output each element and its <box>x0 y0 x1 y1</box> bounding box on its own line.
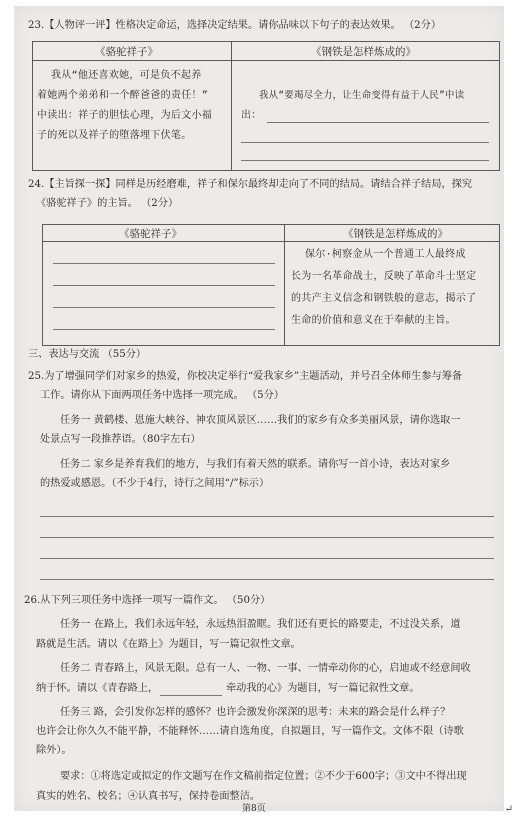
q24-prompt-2: 《骆驼祥子》的主旨。 （2分） <box>36 198 179 209</box>
q24-col1-header: 《骆驼祥子》 <box>119 228 182 240</box>
q26-prompt: 26.从下列三项任务中选择一项写一篇作文。 （50分） <box>24 595 271 606</box>
answer-line <box>241 142 489 143</box>
q26-task2-line2a: 纳于怀。请以《青春路上， <box>36 683 159 694</box>
q23-col1-line: 我从“他还喜欢她，可是负不起养 <box>51 70 202 81</box>
q23-prompt: 23.【人物评一评】性格决定命运，选择决定结果。请你品味以下句子的表达效果。 （2分） <box>28 20 442 31</box>
q26-task2-line2b: 牵动我的心》为题目，写一篇记叙性文章。 <box>226 683 420 694</box>
q24-col2-line: 生命的价值和意义在于奉献的主旨。 <box>291 315 456 326</box>
q23-header-rule <box>33 60 499 61</box>
q23-col1-line: 中读出：祥子的胆怯心理，为后文小福 <box>37 110 213 121</box>
answer-line <box>267 122 489 123</box>
q25-prompt-1: 25.为了增强同学们对家乡的热爱，你校决定举行“爱我家乡”主题活动，并号召全体师生参与筹备 <box>28 371 463 382</box>
q26-task3-line1: 任务三 路，会引发你怎样的感怀？也许会激发你深深的思考：未来的路会是什么样子？ <box>60 707 451 718</box>
q23-table <box>32 41 500 171</box>
q26-task1-line2: 路就是生活。请以《在路上》为题目，写一篇记叙性文章。 <box>36 639 301 650</box>
q23-divider <box>231 42 232 170</box>
q26-task3-line2: 也许会让你久久不能平静，不能释怀……请自选角度，自拟题目，写一篇作文。文体不限（诗歌 <box>36 726 464 737</box>
q24-table <box>42 224 500 346</box>
page-number: 第8页 <box>242 804 266 814</box>
q23-col2-line: 我从“要竭尽全力，让生命变得有益于人民”中读 <box>259 90 465 101</box>
q24-col2-line: 保尔·柯察金从一个普通工人最终成 <box>305 249 466 260</box>
q25-task2-line1: 任务二 家乡是养育我们的地方，与我们有着天然的联系。请你写一首小诗，表达对家乡 <box>60 459 451 470</box>
answer-line <box>53 329 275 330</box>
answer-line <box>241 160 489 161</box>
q24-col2-header: 《钢铁是怎样炼成的》 <box>343 228 448 240</box>
q25-prompt-2: 工作。请你从下面两项任务中选择一项完成。 （5分） <box>40 390 285 401</box>
q23-col2-header: 《钢铁是怎样炼成的》 <box>311 46 416 58</box>
q24-col2-line: 的共产主义信念和钢铁般的意志，揭示了 <box>291 293 477 304</box>
q23-col1-line: 着她两个弟弟和一个醉爸爸的责任！” <box>37 90 209 101</box>
q24-divider <box>284 225 285 345</box>
q23-col1-header: 《骆驼祥子》 <box>95 46 158 58</box>
q23-col1-line: 子的死以及祥子的堕落埋下伏笔。 <box>37 130 192 141</box>
q24-col2-line: 长为一名革命战士，反映了革命斗士坚定 <box>291 271 477 282</box>
section-3-heading: 三、表达与交流 （55分） <box>28 349 147 360</box>
q25-task1-line1: 任务一 黄鹤楼、恩施大峡谷、神农顶风景区……我们的家乡有众多美丽风景，请你选取一 <box>60 415 461 426</box>
answer-line <box>53 307 275 308</box>
q26-task2-line1: 任务二 青春路上，风景无限。总有一人、一物、一事、一情牵动你的心，启迪或不经意间收 <box>60 663 471 674</box>
answer-line <box>40 579 494 580</box>
q26-task3-line3: 除外）。 <box>36 745 72 756</box>
answer-line <box>53 263 275 264</box>
answer-line <box>40 516 494 517</box>
return-mark: ↵ <box>504 804 513 815</box>
answer-line <box>53 285 275 286</box>
exam-page <box>14 6 504 814</box>
q23-col2-line: 出： <box>241 110 262 121</box>
q26-requirements-line2: 真实的姓名、校名；④认真书写，保持卷面整洁。 <box>36 791 261 802</box>
q24-prompt-1: 24.【主旨探一探】同样是历经磨难，祥子和保尔最终却走向了不同的结局。请结合祥子结局，探究 <box>28 179 473 190</box>
q25-task2-line2: 的热爱或感恩。（不少于4行，诗行之间用“/”标示） <box>40 478 270 489</box>
q24-header-rule <box>43 241 499 242</box>
answer-line <box>40 558 494 559</box>
q26-requirements-line1: 要求：①将选定或拟定的作文题写在作文稿前指定位置；②不少于600字；③文中不得出现 <box>60 771 467 782</box>
fill-blank <box>160 695 222 696</box>
answer-line <box>40 537 494 538</box>
q25-task1-line2: 处景点写一段推荐语。（80字左右） <box>40 434 201 445</box>
q26-task1-line1: 任务一 在路上，我们永远年轻，永远热泪盈眶。我们还有更长的路要走，不过没关系，道 <box>60 619 461 630</box>
